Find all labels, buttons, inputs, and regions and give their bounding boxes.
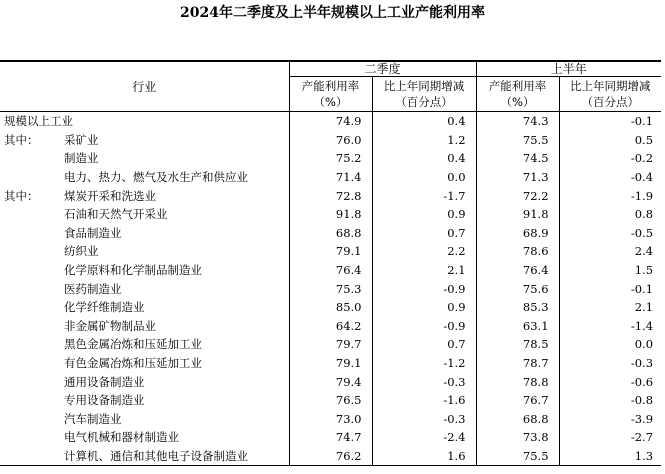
table-row (0, 112, 661, 131)
q2-change-cell: -1.2 (372, 354, 476, 373)
row-prefix: 其中： (4, 188, 39, 203)
q2-change-cell: 2.1 (372, 261, 476, 280)
table-row (0, 224, 661, 243)
h1-change-cell: -0.2 (630, 151, 654, 166)
industry-name-cell (0, 447, 289, 466)
q2-change-cell: -0.3 (372, 410, 476, 429)
q2-change-cell: -0.3 (372, 372, 476, 391)
q2-rate-cell: 74.7 (289, 428, 372, 447)
h1-change-cell: -3.9 (630, 411, 654, 426)
industry-name: 有色金属冶炼和压延加工业 (64, 356, 202, 371)
q2-change-cell: -1.7 (372, 186, 476, 205)
industry-name: 规模以上工业 (4, 114, 73, 129)
h1-group-header: 上半年 (476, 61, 661, 77)
h1-rate-cell: 63.1 (476, 317, 559, 336)
industry-name-cell (0, 279, 289, 298)
industry-name-cell (0, 428, 289, 447)
h1-rate-cell: 91.8 (476, 205, 559, 224)
industry-name-cell (0, 261, 289, 280)
table-row (0, 168, 661, 187)
q2-rate-cell: 79.4 (289, 372, 372, 391)
table-row (0, 298, 661, 317)
industry-header: 行业 (0, 61, 289, 112)
h1-rate-cell: 78.7 (476, 354, 559, 373)
q2-change-cell: 0.4 (372, 112, 476, 131)
table-row (0, 428, 661, 447)
q2-change-cell: 0.0 (372, 168, 476, 187)
h1-rate-cell: 76.7 (476, 391, 559, 410)
table-row (0, 205, 661, 224)
q2-rate-cell: 74.9 (289, 112, 372, 131)
table-row (0, 261, 661, 280)
h1-rate-cell: 75.5 (476, 131, 559, 150)
q2-change-cell: 2.2 (372, 242, 476, 261)
h1-rate-cell: 85.3 (476, 298, 559, 317)
industry-name: 专用设备制造业 (64, 393, 145, 408)
q2-rate-header: 产能利用率 （%） (289, 77, 372, 112)
q2-rate-cell: 91.8 (289, 205, 372, 224)
q2-change-cell: 1.6 (372, 447, 476, 466)
capacity-utilization-table (0, 60, 661, 466)
h1-change-cell: -0.1 (630, 281, 654, 296)
q2-change-cell: 1.2 (372, 131, 476, 150)
h1-change-cell: -0.1 (630, 114, 654, 129)
h1-rate-cell: 71.3 (476, 168, 559, 187)
h1-change-cell: -0.4 (630, 170, 654, 185)
h1-rate-cell: 73.8 (476, 428, 559, 447)
industry-name: 煤炭开采和洗选业 (64, 188, 156, 203)
h1-change-cell: -0.8 (630, 393, 654, 408)
q2-change-cell: -0.9 (372, 317, 476, 336)
industry-name: 非金属矿物制品业 (64, 318, 156, 333)
industry-name-cell (0, 372, 289, 391)
q2-rate-cell: 79.1 (289, 354, 372, 373)
industry-name: 电气机械和器材制造业 (64, 430, 179, 445)
industry-name-cell (0, 186, 289, 205)
table-row (0, 335, 661, 354)
table-row (0, 131, 661, 150)
table-row (0, 149, 661, 168)
industry-name: 汽车制造业 (64, 411, 122, 426)
q2-rate-cell: 79.1 (289, 242, 372, 261)
table-row (0, 372, 661, 391)
h1-rate-cell: 72.2 (476, 186, 559, 205)
q2-change-cell: 0.7 (372, 335, 476, 354)
h1-rate-cell: 74.3 (476, 112, 559, 131)
h1-change-cell: -1.4 (630, 318, 654, 333)
industry-name-cell (0, 335, 289, 354)
table-row (0, 354, 661, 373)
industry-name-cell (0, 224, 289, 243)
q2-rate-cell: 73.0 (289, 410, 372, 429)
industry-name-cell (0, 317, 289, 336)
industry-name: 计算机、通信和其他电子设备制造业 (64, 448, 248, 463)
q2-group-header: 二季度 (289, 61, 476, 77)
h1-change-cell: 0.8 (634, 207, 654, 222)
industry-name-cell (0, 131, 289, 150)
table-row (0, 317, 661, 336)
q2-rate-cell: 75.3 (289, 279, 372, 298)
industry-name: 化学纤维制造业 (64, 300, 145, 315)
industry-name-cell (0, 410, 289, 429)
h1-change-cell: 1.3 (559, 447, 661, 466)
industry-name-cell (0, 391, 289, 410)
q2-change-cell: -0.9 (372, 279, 476, 298)
q2-rate-cell: 68.8 (289, 224, 372, 243)
industry-name-cell (0, 205, 289, 224)
industry-name-cell (0, 298, 289, 317)
industry-name: 制造业 (64, 151, 99, 166)
q2-rate-cell: 76.5 (289, 391, 372, 410)
h1-rate-cell: 74.5 (476, 149, 559, 168)
q2-rate-cell: 75.2 (289, 149, 372, 168)
q2-rate-cell: 71.4 (289, 168, 372, 187)
industry-name: 化学原料和化学制品制造业 (64, 263, 202, 278)
table-row (0, 279, 661, 298)
h1-change-cell: -1.9 (630, 188, 654, 203)
h1-rate-cell: 75.5 (476, 447, 559, 466)
q2-rate-cell: 76.0 (289, 131, 372, 150)
q2-rate-cell: 76.4 (289, 261, 372, 280)
q2-change-cell: 0.4 (372, 149, 476, 168)
q2-change-header: 比上年同期增减 （百分点） (372, 77, 476, 112)
industry-name: 采矿业 (64, 132, 99, 147)
table-row (0, 242, 661, 261)
q2-change-cell: -2.4 (372, 428, 476, 447)
q2-change-cell: 0.9 (372, 298, 476, 317)
h1-change-cell: -0.6 (630, 374, 654, 389)
industry-name: 黑色金属冶炼和压延加工业 (64, 337, 202, 352)
table-row (0, 186, 661, 205)
h1-change-cell: 1.5 (634, 263, 654, 278)
table-row (0, 391, 661, 410)
row-prefix: 其中： (4, 132, 39, 147)
page-title: 2024年二季度及上半年规模以上工业产能利用率 (180, 5, 485, 21)
h1-rate-cell: 68.8 (476, 410, 559, 429)
table-row (0, 447, 661, 466)
h1-rate-cell: 76.4 (476, 261, 559, 280)
h1-rate-cell: 78.8 (476, 372, 559, 391)
q2-change-cell: 0.9 (372, 205, 476, 224)
h1-change-cell: 2.1 (634, 300, 654, 315)
industry-name-cell (0, 168, 289, 187)
h1-change-cell: 0.0 (634, 337, 654, 352)
h1-change-cell: 0.5 (634, 132, 654, 147)
industry-name: 纺织业 (64, 244, 99, 259)
industry-name-cell (0, 112, 289, 131)
q2-change-cell: -1.6 (372, 391, 476, 410)
q2-rate-cell: 85.0 (289, 298, 372, 317)
industry-name: 石油和天然气开采业 (64, 207, 168, 222)
table-body (0, 112, 661, 466)
q2-change-cell: 0.7 (372, 224, 476, 243)
q2-rate-cell: 72.8 (289, 186, 372, 205)
h1-change-cell: -2.7 (630, 430, 654, 445)
industry-name-cell (0, 149, 289, 168)
h1-change-cell: -0.3 (630, 356, 654, 371)
h1-rate-header: 产能利用率 （%） (476, 77, 559, 112)
h1-rate-cell: 75.6 (476, 279, 559, 298)
industry-name-cell (0, 354, 289, 373)
h1-rate-cell: 78.5 (476, 335, 559, 354)
industry-name: 医药制造业 (64, 281, 122, 296)
industry-name: 通用设备制造业 (64, 374, 145, 389)
h1-rate-cell: 68.9 (476, 224, 559, 243)
q2-rate-cell: 76.2 (289, 447, 372, 466)
q2-rate-cell: 64.2 (289, 317, 372, 336)
h1-change-cell: 2.4 (634, 244, 654, 259)
h1-change-header: 比上年同期增减 （百分点） (559, 77, 661, 112)
q2-rate-cell: 79.7 (289, 335, 372, 354)
industry-name: 食品制造业 (64, 225, 122, 240)
industry-name: 电力、热力、燃气及水生产和供应业 (64, 170, 248, 185)
h1-rate-cell: 78.6 (476, 242, 559, 261)
h1-change-cell: -0.5 (630, 225, 654, 240)
table-row (0, 410, 661, 429)
industry-name-cell (0, 242, 289, 261)
